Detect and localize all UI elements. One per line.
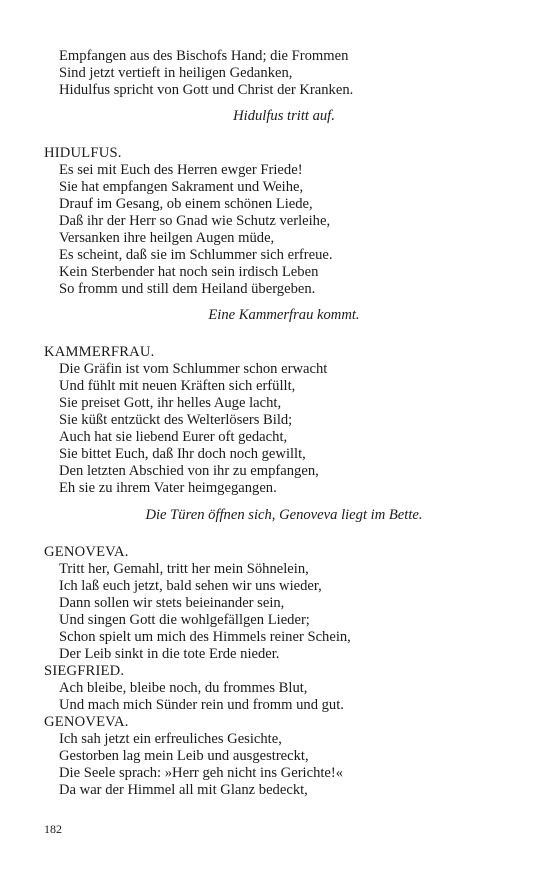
verse-line: Tritt her, Gemahl, tritt her mein Söhnelein, xyxy=(59,561,309,577)
verse-line: Den letzten Abschied von ihr zu empfangen, xyxy=(59,463,319,479)
verse-line: Die Gräfin ist vom Schlummer schon erwacht xyxy=(59,361,328,377)
verse-line: Hidulfus spricht von Gott und Christ der Kranken. xyxy=(59,82,354,98)
verse-line: Sind jetzt vertieft in heiligen Gedanken, xyxy=(59,65,293,81)
verse-line: So fromm und still dem Heiland übergeben. xyxy=(59,281,316,297)
verse-line: Und singen Gott die wohlgefällgen Lieder; xyxy=(59,612,310,628)
verse-line: Und fühlt mit neuen Kräften sich erfüllt, xyxy=(59,378,296,394)
speaker-name: GENOVEVA. xyxy=(44,714,129,730)
verse-line: Daß ihr der Herr so Gnad wie Schutz verleihe, xyxy=(59,213,331,229)
verse-line: Dann sollen wir stets beieinander sein, xyxy=(59,595,285,611)
verse-line: Sie hat empfangen Sakrament und Weihe, xyxy=(59,179,304,195)
verse-line: Da war der Himmel all mit Glanz bedeckt, xyxy=(59,782,308,798)
intro-verse xyxy=(44,48,514,99)
verse-line: Die Seele sprach: »Herr geh nicht ins Gerichte!« xyxy=(59,765,344,781)
verse-line: Und mach mich Sünder rein und fromm und gut. xyxy=(59,697,344,713)
verse-line: Ach bleibe, bleibe noch, du frommes Blut, xyxy=(59,680,308,696)
stage-direction: Die Türen öffnen sich, Genoveva liegt im Bette. xyxy=(145,507,423,523)
verse-line: Sie bittet Euch, daß Ihr doch noch gewillt, xyxy=(59,446,306,462)
speaker-name: SIEGFRIED. xyxy=(44,663,125,679)
speaker-name: GENOVEVA. xyxy=(44,544,129,560)
stage-direction: Hidulfus tritt auf. xyxy=(233,108,335,124)
verse-line: Kein Sterbender hat noch sein irdisch Leben xyxy=(59,264,319,280)
genoveva-speech xyxy=(44,544,514,663)
verse-line: Ich sah jetzt ein erfreuliches Gesichte, xyxy=(59,731,282,747)
verse-line: Ich laß euch jetzt, bald sehen wir uns wieder, xyxy=(59,578,322,594)
verse-line: Sie küßt entzückt des Welterlösers Bild; xyxy=(59,412,293,428)
speaker-name: HIDULFUS. xyxy=(44,145,122,161)
verse-line: Gestorben lag mein Leib und ausgestreckt, xyxy=(59,748,309,764)
siegfried-speech xyxy=(44,663,514,714)
speaker-name: KAMMERFRAU. xyxy=(44,344,155,360)
verse-line: Auch hat sie liebend Eurer oft gedacht, xyxy=(59,429,288,445)
verse-line: Empfangen aus des Bischofs Hand; die Frommen xyxy=(59,48,349,64)
verse-line: Eh sie zu ihrem Vater heimgegangen. xyxy=(59,480,277,496)
kammerfrau-speech xyxy=(44,344,514,497)
genoveva-speech-2 xyxy=(44,714,514,799)
verse-line: Sie preiset Gott, ihr helles Auge lacht, xyxy=(59,395,282,411)
verse-line: Versanken ihre heilgen Augen müde, xyxy=(59,230,275,246)
page-number: 182 xyxy=(44,822,62,836)
drama-text xyxy=(44,48,514,799)
verse-line: Der Leib sinkt in die tote Erde nieder. xyxy=(59,646,280,662)
verse-line: Schon spielt um mich des Himmels reiner Schein, xyxy=(59,629,351,645)
verse-line: Es scheint, daß sie im Schlummer sich erfreue. xyxy=(59,247,333,263)
hidulfus-speech xyxy=(44,145,514,298)
verse-line: Es sei mit Euch des Herren ewger Friede! xyxy=(59,162,303,178)
stage-direction: Eine Kammerfrau kommt. xyxy=(208,307,360,323)
verse-line: Drauf im Gesang, ob einem schönen Liede, xyxy=(59,196,313,212)
